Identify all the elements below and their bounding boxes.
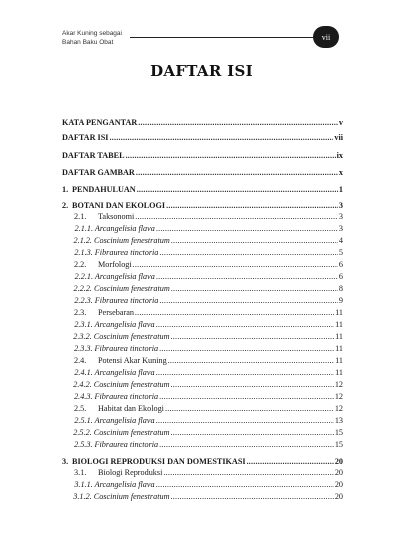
dot-leader (138, 118, 338, 127)
toc-page-number: 11 (335, 308, 343, 317)
dot-leader (171, 332, 335, 341)
toc-page-number: 20 (334, 480, 343, 489)
toc-subsection-entry[interactable] (62, 344, 343, 353)
toc-entry-number: 2.2. (74, 260, 87, 269)
toc-subsection-entry[interactable] (62, 272, 343, 281)
toc-entry-number: 2.5. (74, 404, 87, 413)
dot-leader (247, 457, 334, 466)
dot-leader (126, 151, 336, 160)
toc-page-number: 13 (334, 416, 343, 425)
toc-page-number: 15 (334, 428, 343, 437)
toc-page-number: v (338, 118, 343, 127)
toc-entry-number: 1. (62, 185, 69, 194)
toc-entry-title: Persebaran (98, 308, 134, 317)
dot-leader (135, 212, 338, 221)
toc-subsection-entry[interactable] (62, 428, 343, 437)
running-head-line-2: Bahan Baku Obat (62, 39, 114, 46)
toc-entry-title: 2.1.3. Fibraurea tinctoria (74, 248, 159, 257)
dot-leader (170, 380, 333, 389)
toc-page-number: 11 (335, 332, 343, 341)
toc-subsection-entry[interactable] (62, 320, 343, 329)
toc-subsection-entry[interactable] (62, 380, 343, 389)
toc-page-number: 15 (334, 440, 343, 449)
toc-page-number: 11 (335, 356, 343, 365)
toc-subsection-entry[interactable] (62, 224, 343, 233)
toc-page-number: 12 (334, 380, 343, 389)
toc-entry-title: 2.2.3. Fibraurea tinctoria (74, 296, 159, 305)
toc-entry-title: Morfologi (98, 260, 132, 269)
toc-entry-number: 2.4. (74, 356, 87, 365)
dot-leader (109, 133, 333, 142)
dot-leader (168, 356, 334, 365)
toc-subsection-entry[interactable] (62, 480, 343, 489)
dot-leader (159, 440, 334, 449)
toc-entry-title: 2.4.1. Arcangelisia flava (74, 368, 155, 377)
toc-entry-title: 2.3.2. Coscinium fenestratum (73, 332, 170, 341)
toc-page-number: 3 (338, 224, 343, 233)
toc-page-number: 11 (335, 320, 343, 329)
toc-entry-title: 2.3.1. Arcangelisia flava (74, 320, 155, 329)
toc-subsection-entry[interactable] (62, 392, 343, 401)
dot-leader (156, 272, 338, 281)
toc-front-entry[interactable] (62, 133, 343, 142)
toc-entry-title: BIOLOGI REPRODUKSI DAN DOMESTIKASI (72, 457, 246, 466)
toc-entry-title: 2.2.2. Coscinium fenestratum (73, 284, 170, 293)
toc-entry-number: 3.1. (74, 468, 87, 477)
toc-section-entry[interactable] (62, 308, 343, 317)
toc-page-number: 4 (338, 236, 343, 245)
dot-leader (136, 168, 338, 177)
toc-entry-title: Biologi Reproduksi (98, 468, 163, 477)
toc-page-number: 11 (335, 368, 343, 377)
dot-leader (156, 416, 334, 425)
running-head-line-1: Akar Kuning sebagai (62, 30, 122, 37)
toc-entry-number: 2.3. (74, 308, 87, 317)
toc-entry-title: DAFTAR TABEL (62, 151, 125, 160)
toc-entry-title: 2.5.1. Arcangelisia flava (74, 416, 155, 425)
toc-subsection-entry[interactable] (62, 284, 343, 293)
dot-leader (135, 308, 334, 317)
toc-entry-title: 2.1.2. Coscinium fenestratum (73, 236, 170, 245)
toc-entry-number: 2.1. (74, 212, 87, 221)
toc-entry-title: 2.5.3. Fibraurea tinctoria (74, 440, 159, 449)
dot-leader (159, 248, 338, 257)
toc-entry-title: Taksonomi (98, 212, 135, 221)
page-number: vii (321, 32, 331, 42)
toc-entry-number: 3. (62, 457, 69, 466)
toc-entry-title: Habitat dan Ekologi (98, 404, 164, 413)
toc-page-number: 8 (338, 284, 343, 293)
page-number-badge (313, 26, 339, 48)
dot-leader (156, 224, 338, 233)
toc-entry-title: BOTANI DAN EKOLOGI (72, 201, 166, 210)
toc-subsection-entry[interactable] (62, 296, 343, 305)
toc-section-entry[interactable] (62, 212, 343, 221)
toc-page-number: x (338, 168, 343, 177)
toc-subsection-entry[interactable] (62, 368, 343, 377)
toc-chapter-entry[interactable] (62, 185, 343, 194)
dot-leader (170, 428, 333, 437)
toc-entry-title: KATA PENGANTAR (62, 118, 138, 127)
toc-section-entry[interactable] (62, 260, 343, 269)
toc-section-entry[interactable] (62, 404, 343, 413)
dot-leader (170, 492, 333, 501)
toc-section-entry[interactable] (62, 356, 343, 365)
toc-entry-title: 2.5.2. Coscinium fenestratum (73, 428, 170, 437)
toc-subsection-entry[interactable] (62, 236, 343, 245)
toc-front-entry[interactable] (62, 151, 343, 160)
toc-page-number: vii (334, 133, 343, 142)
dot-leader (137, 185, 338, 194)
toc-page-number: 6 (338, 272, 343, 281)
dot-leader (159, 344, 334, 353)
toc-entry-title: 2.4.2. Coscinium fenestratum (73, 380, 170, 389)
toc-chapter-entry[interactable] (62, 457, 343, 466)
dot-leader (156, 480, 334, 489)
toc-page-number: 3 (338, 201, 343, 210)
toc-entry-title: 2.1.1. Arcangelisia flava (74, 224, 155, 233)
dot-leader (166, 201, 338, 210)
toc-entry-title: 2.3.3. Fibraurea tinctoria (74, 344, 159, 353)
toc-entry-title: DAFTAR GAMBAR (62, 168, 135, 177)
dot-leader (159, 392, 334, 401)
toc-section-entry[interactable] (62, 468, 343, 477)
dot-leader (163, 468, 333, 477)
toc-page-number: 20 (334, 492, 343, 501)
dot-leader (159, 296, 338, 305)
toc-page-number: ix (336, 151, 343, 160)
dot-leader (165, 404, 334, 413)
toc-entry-title: 2.2.1. Arcangelisia flava (74, 272, 155, 281)
toc-subsection-entry[interactable] (62, 440, 343, 449)
toc-front-entry[interactable] (62, 168, 343, 177)
dot-leader (171, 236, 338, 245)
dot-leader (156, 368, 335, 377)
toc-entry-title: PENDAHULUAN (72, 185, 136, 194)
toc-page-number: 1 (338, 185, 343, 194)
page-title: DAFTAR ISI (150, 62, 253, 80)
toc-subsection-entry[interactable] (62, 416, 343, 425)
toc-subsection-entry[interactable] (62, 492, 343, 501)
toc-entry-title: 3.1.1. Arcangelisia flava (74, 480, 155, 489)
toc-page-number: 11 (335, 344, 343, 353)
dot-leader (171, 284, 338, 293)
toc-subsection-entry[interactable] (62, 248, 343, 257)
toc-page-number: 12 (334, 404, 343, 413)
toc-page-number: 9 (338, 296, 343, 305)
toc-chapter-entry[interactable] (62, 201, 343, 210)
running-head (62, 29, 122, 47)
toc-page-number: 20 (334, 457, 343, 466)
toc-page-number: 5 (338, 248, 343, 257)
toc-entry-number: 2. (62, 201, 69, 210)
toc-subsection-entry[interactable] (62, 332, 343, 341)
toc-entry-title: 3.1.2. Coscinium fenestratum (73, 492, 170, 501)
toc-entry-title: Potensi Akar Kuning (98, 356, 167, 365)
dot-leader (133, 260, 338, 269)
dot-leader (156, 320, 335, 329)
toc-front-entry[interactable] (62, 118, 343, 127)
toc-page-number: 12 (334, 392, 343, 401)
toc-page-number: 3 (338, 212, 343, 221)
toc-page-number: 6 (338, 260, 343, 269)
toc-entry-title: 2.4.3. Fibraurea tinctoria (74, 392, 159, 401)
toc-entry-title: DAFTAR ISI (62, 133, 109, 142)
header-rule (130, 37, 320, 38)
toc-page-number: 20 (334, 468, 343, 477)
